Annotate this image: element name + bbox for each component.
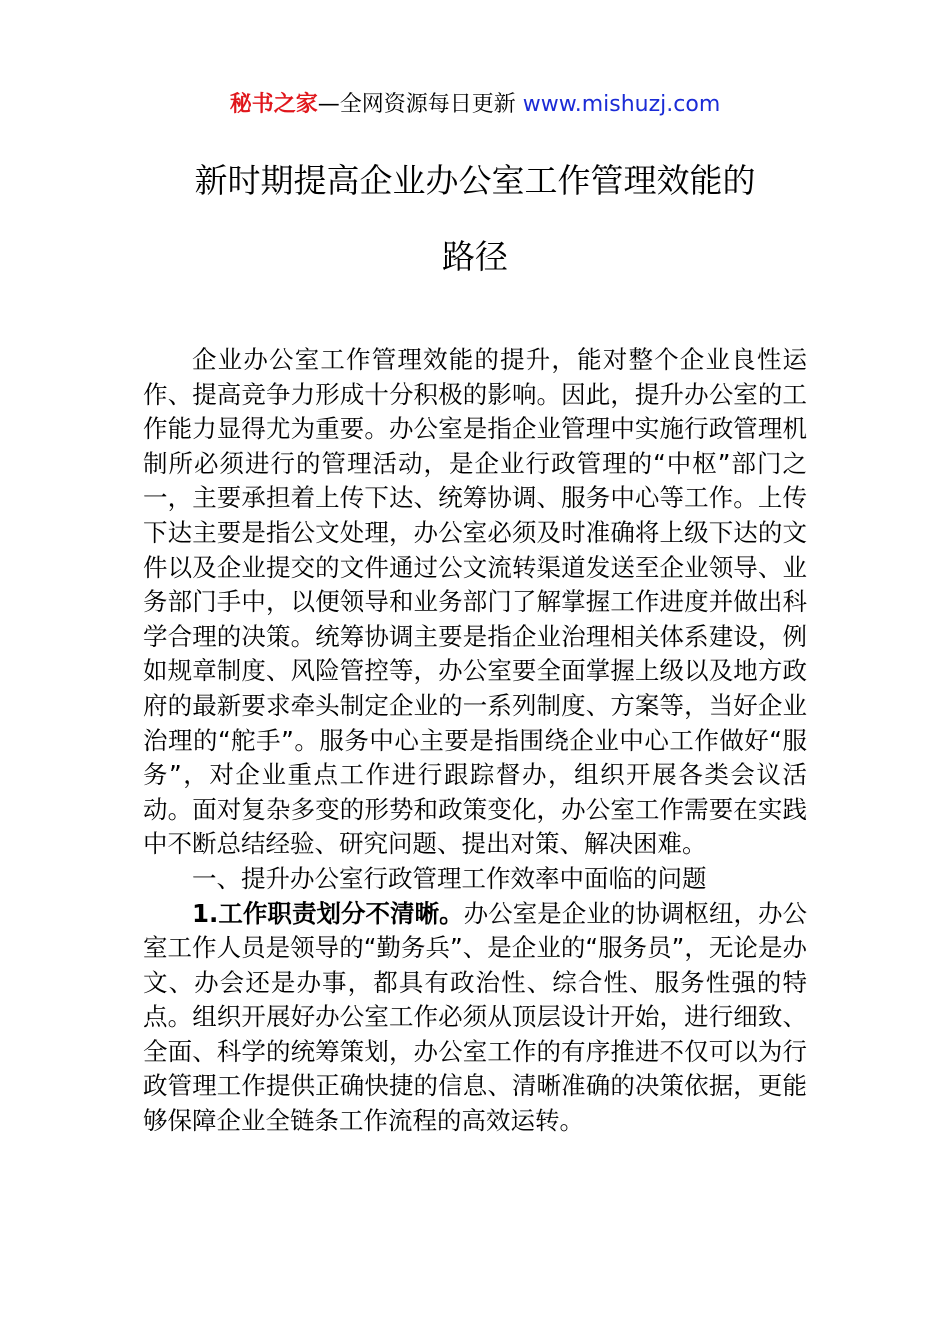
item-lead: 1.工作职责划分不清晰。: [192, 898, 464, 928]
site-header: [0, 88, 950, 122]
title-line-2: 路径: [442, 237, 508, 276]
title-line-1: 新时期提高企业办公室工作管理效能的: [194, 161, 756, 200]
item-text: 办公室是企业的协调枢纽，办公室工作人员是领导的“勤务兵”、是企业的“服务员”，无论是办文、办会还是办事，都具有政治性、综合性、服务性强的特点。组织开展好办公室工作必须从顶层设计开始，进行细致、全面、科学的统筹策划，办公室工作的有序推进不仅可以为行政管理工作提供正确快捷的信息、清晰准确的决策依据，更能够保障企业全链条工作流程的高效运转。: [143, 898, 808, 1136]
document-body: [143, 343, 807, 1139]
site-url-link[interactable]: www.mishuzj.com: [522, 92, 721, 117]
item-paragraph: [143, 897, 807, 1139]
header-tagline: —全网资源每日更新: [317, 92, 523, 117]
section-heading: 一、提升办公室行政管理工作效率中面临的问题: [192, 863, 707, 893]
brand-name: 秘书之家: [229, 92, 318, 117]
document-title: [100, 158, 850, 280]
intro-paragraph: 企业办公室工作管理效能的提升，能对整个企业良性运作、提高竞争力形成十分积极的影响。因此，提升办公室的工作能力显得尤为重要。办公室是指企业管理中实施行政管理机制所必须进行的管理活动，是企业行政管理的“中枢”部门之一，主要承担着上传下达、统筹协调、服务中心等工作。上传下达主要是指公文处理，办公室必须及时准确将上级下达的文件以及企业提交的文件通过公文流转渠道发送至企业领导、业务部门手中，以便领导和业务部门了解掌握工作进度并做出科学合理的决策。统筹协调主要是指企业治理相关体系建设，例如规章制度、风险管控等，办公室要全面掌握上级以及地方政府的最新要求牵头制定企业的一系列制度、方案等，当好企业治理的“舵手”。服务中心主要是指围绕企业中心工作做好“服务”，对企业重点工作进行跟踪督办，组织开展各类会议活动。面对复杂多变的形势和政策变化，办公室工作需要在实践中不断总结经验、研究问题、提出对策、解决困难。: [143, 345, 807, 859]
